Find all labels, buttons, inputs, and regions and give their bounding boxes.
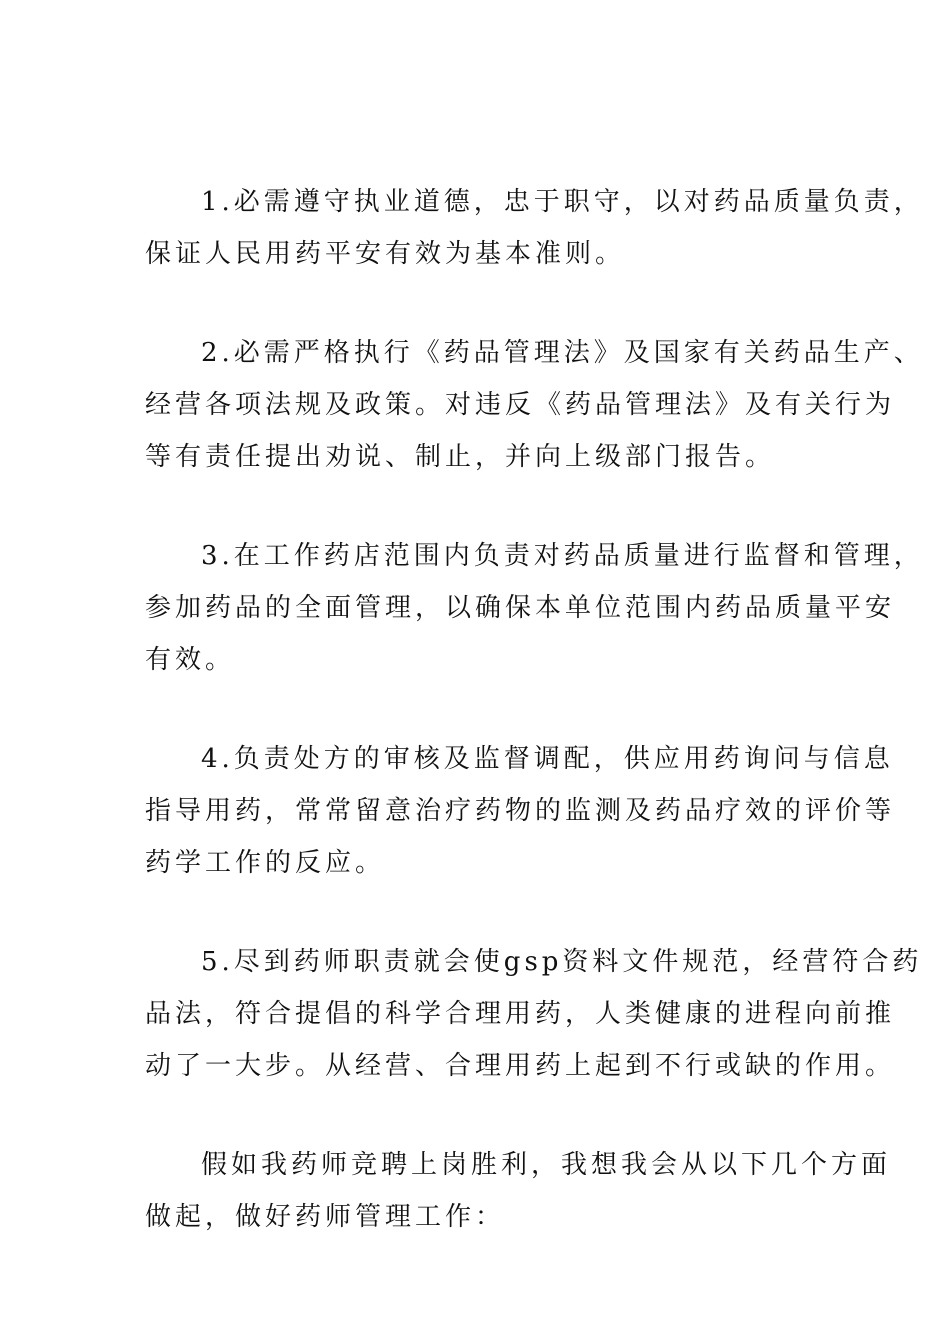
- paragraph-line: 指导用药，常常留意治疗药物的监测及药品疗效的评价等: [145, 796, 896, 826]
- paragraph-line: 有效。: [145, 645, 236, 675]
- paragraph-line: 2.必需严格执行《药品管理法》及国家有关药品生产、: [201, 338, 924, 368]
- paragraph-line: 品法，符合提倡的科学合理用药，人类健康的进程向前推: [145, 999, 896, 1029]
- paragraph-line: 药学工作的反应。: [145, 848, 386, 878]
- paragraph-line: 动了一大步。从经营、合理用药上起到不行或缺的作用。: [145, 1051, 896, 1081]
- paragraph-line: 5.尽到药师职责就会使gsp资料文件规范，经营符合药: [201, 947, 923, 977]
- paragraph-4: [145, 733, 896, 889]
- paragraph-line: 等有责任提出劝说、制止，并向上级部门报告。: [145, 442, 776, 472]
- paragraph-line: 3.在工作药店范围内负责对药品质量进行监督和管理，: [201, 541, 924, 571]
- paragraph-line: 做起，做好药师管理工作：: [145, 1202, 506, 1232]
- paragraph-3: [145, 530, 924, 686]
- paragraph-line: 假如我药师竞聘上岗胜利，我想我会从以下几个方面: [201, 1150, 892, 1180]
- document-body: [145, 176, 924, 1243]
- paragraph-line: 经营各项法规及政策。对违反《药品管理法》及有关行为: [145, 390, 896, 420]
- paragraph-1: [145, 176, 924, 280]
- paragraph-5: [145, 936, 923, 1092]
- paragraph-line: 4.负责处方的审核及监督调配，供应用药询问与信息: [201, 744, 894, 774]
- paragraph-line: 1.必需遵守执业道德，忠于职守，以对药品质量负责，: [201, 187, 924, 217]
- paragraph-6: [145, 1139, 892, 1243]
- paragraph-line: 保证人民用药平安有效为基本准则。: [145, 239, 626, 269]
- paragraph-2: [145, 327, 924, 483]
- paragraph-line: 参加药品的全面管理，以确保本单位范围内药品质量平安: [145, 593, 896, 623]
